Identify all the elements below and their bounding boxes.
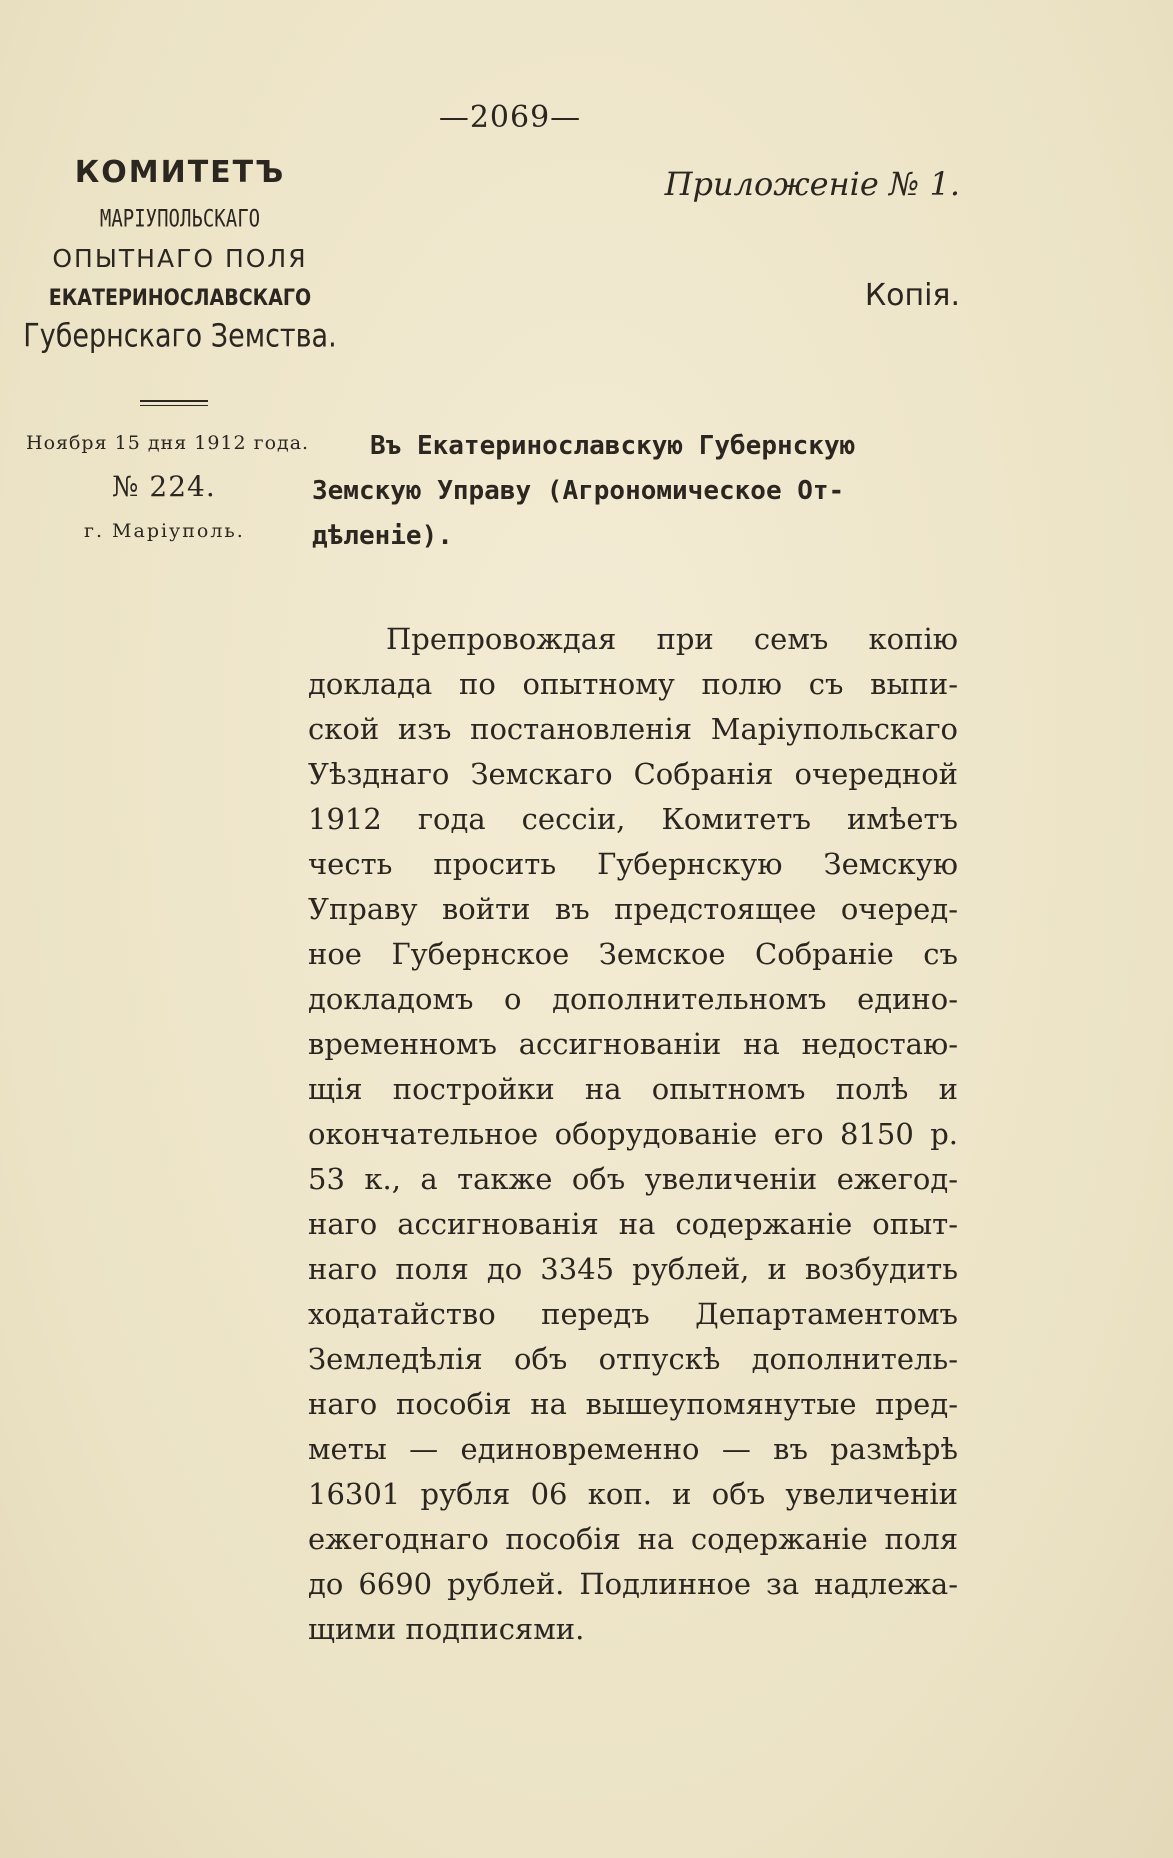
letter-city: г. Маріуполь. [84, 520, 245, 542]
addressee-line: дѣленіе). [312, 521, 453, 551]
addressee-line: Земскую Управу (Агрономическое От- [312, 476, 845, 506]
body-line: ежегоднаго пособія на содержаніе поля [308, 1522, 958, 1556]
issuer-line-1: КОМИТЕТЪ [74, 155, 286, 190]
body-line: Земледѣлія объ отпускѣ дополнитель- [308, 1342, 958, 1376]
body-line: наго поля до 3345 рублей, и возбудить [308, 1252, 958, 1286]
body-line: ное Губернское Земское Собраніе съ [308, 937, 958, 971]
body-line: 1912 года сессіи, Комитетъ имѣетъ [308, 802, 958, 836]
appendix-label: Приложеніе № 1. [664, 165, 960, 203]
body-line: доклада по опытному полю съ выпи- [308, 667, 958, 701]
body-line: щими подписями. [308, 1612, 585, 1646]
body-line: ской изъ постановленія Маріупольскаго [308, 712, 958, 746]
body-line: Препровождая при семъ копію [386, 622, 958, 656]
body-line: наго пособія на вышеупомянутые пред- [308, 1387, 958, 1421]
heading-divider-thin [140, 405, 208, 406]
copy-label: Копія. [864, 278, 960, 313]
body-line: окончательное оборудованіе его 8150 р. [308, 1117, 958, 1151]
body-line: 53 к., а также объ увеличеніи ежегод- [308, 1162, 958, 1196]
body-line: 16301 рубля 06 коп. и объ увеличеніи [308, 1477, 958, 1511]
issuer-line-3: ОПЫТНАГО ПОЛЯ [52, 244, 308, 273]
issuer-line-4: ЕКАТЕРИНОСЛАВСКАГО [48, 285, 312, 311]
issuer-line-5: Губернскаго Земства. [23, 317, 337, 356]
body-line: наго ассигнованія на содержаніе опыт- [308, 1207, 958, 1241]
body-line: докладомъ о дополнительномъ едино- [308, 982, 958, 1016]
heading-divider [140, 400, 208, 402]
addressee-block [312, 424, 962, 559]
body-line: до 6690 рублей. Подлинное за надлежа- [308, 1567, 958, 1601]
letter-body [308, 617, 958, 1652]
body-line: временномъ ассигнованіи на недостаю- [308, 1027, 958, 1061]
body-line: меты — единовременно — въ размѣрѣ [308, 1432, 958, 1466]
page-number: —2069— [438, 100, 582, 135]
issuer-heading [20, 155, 340, 356]
letter-date: Ноября 15 дня 1912 года. [26, 432, 310, 454]
body-line: Уѣзднаго Земскаго Собранія очередной [308, 757, 958, 791]
issuer-line-2: МАРІУПОЛЬСКАГО [99, 205, 261, 233]
letter-number: № 224. [112, 470, 216, 503]
body-line: Управу войти въ предстоящее очеред- [308, 892, 958, 926]
addressee-line: Въ Екатеринославскую Губернскую [370, 431, 856, 461]
body-line: честь просить Губернскую Земскую [308, 847, 958, 881]
body-line: ходатайство передъ Департаментомъ [308, 1297, 958, 1331]
body-line: щія постройки на опытномъ полѣ и [308, 1072, 958, 1106]
